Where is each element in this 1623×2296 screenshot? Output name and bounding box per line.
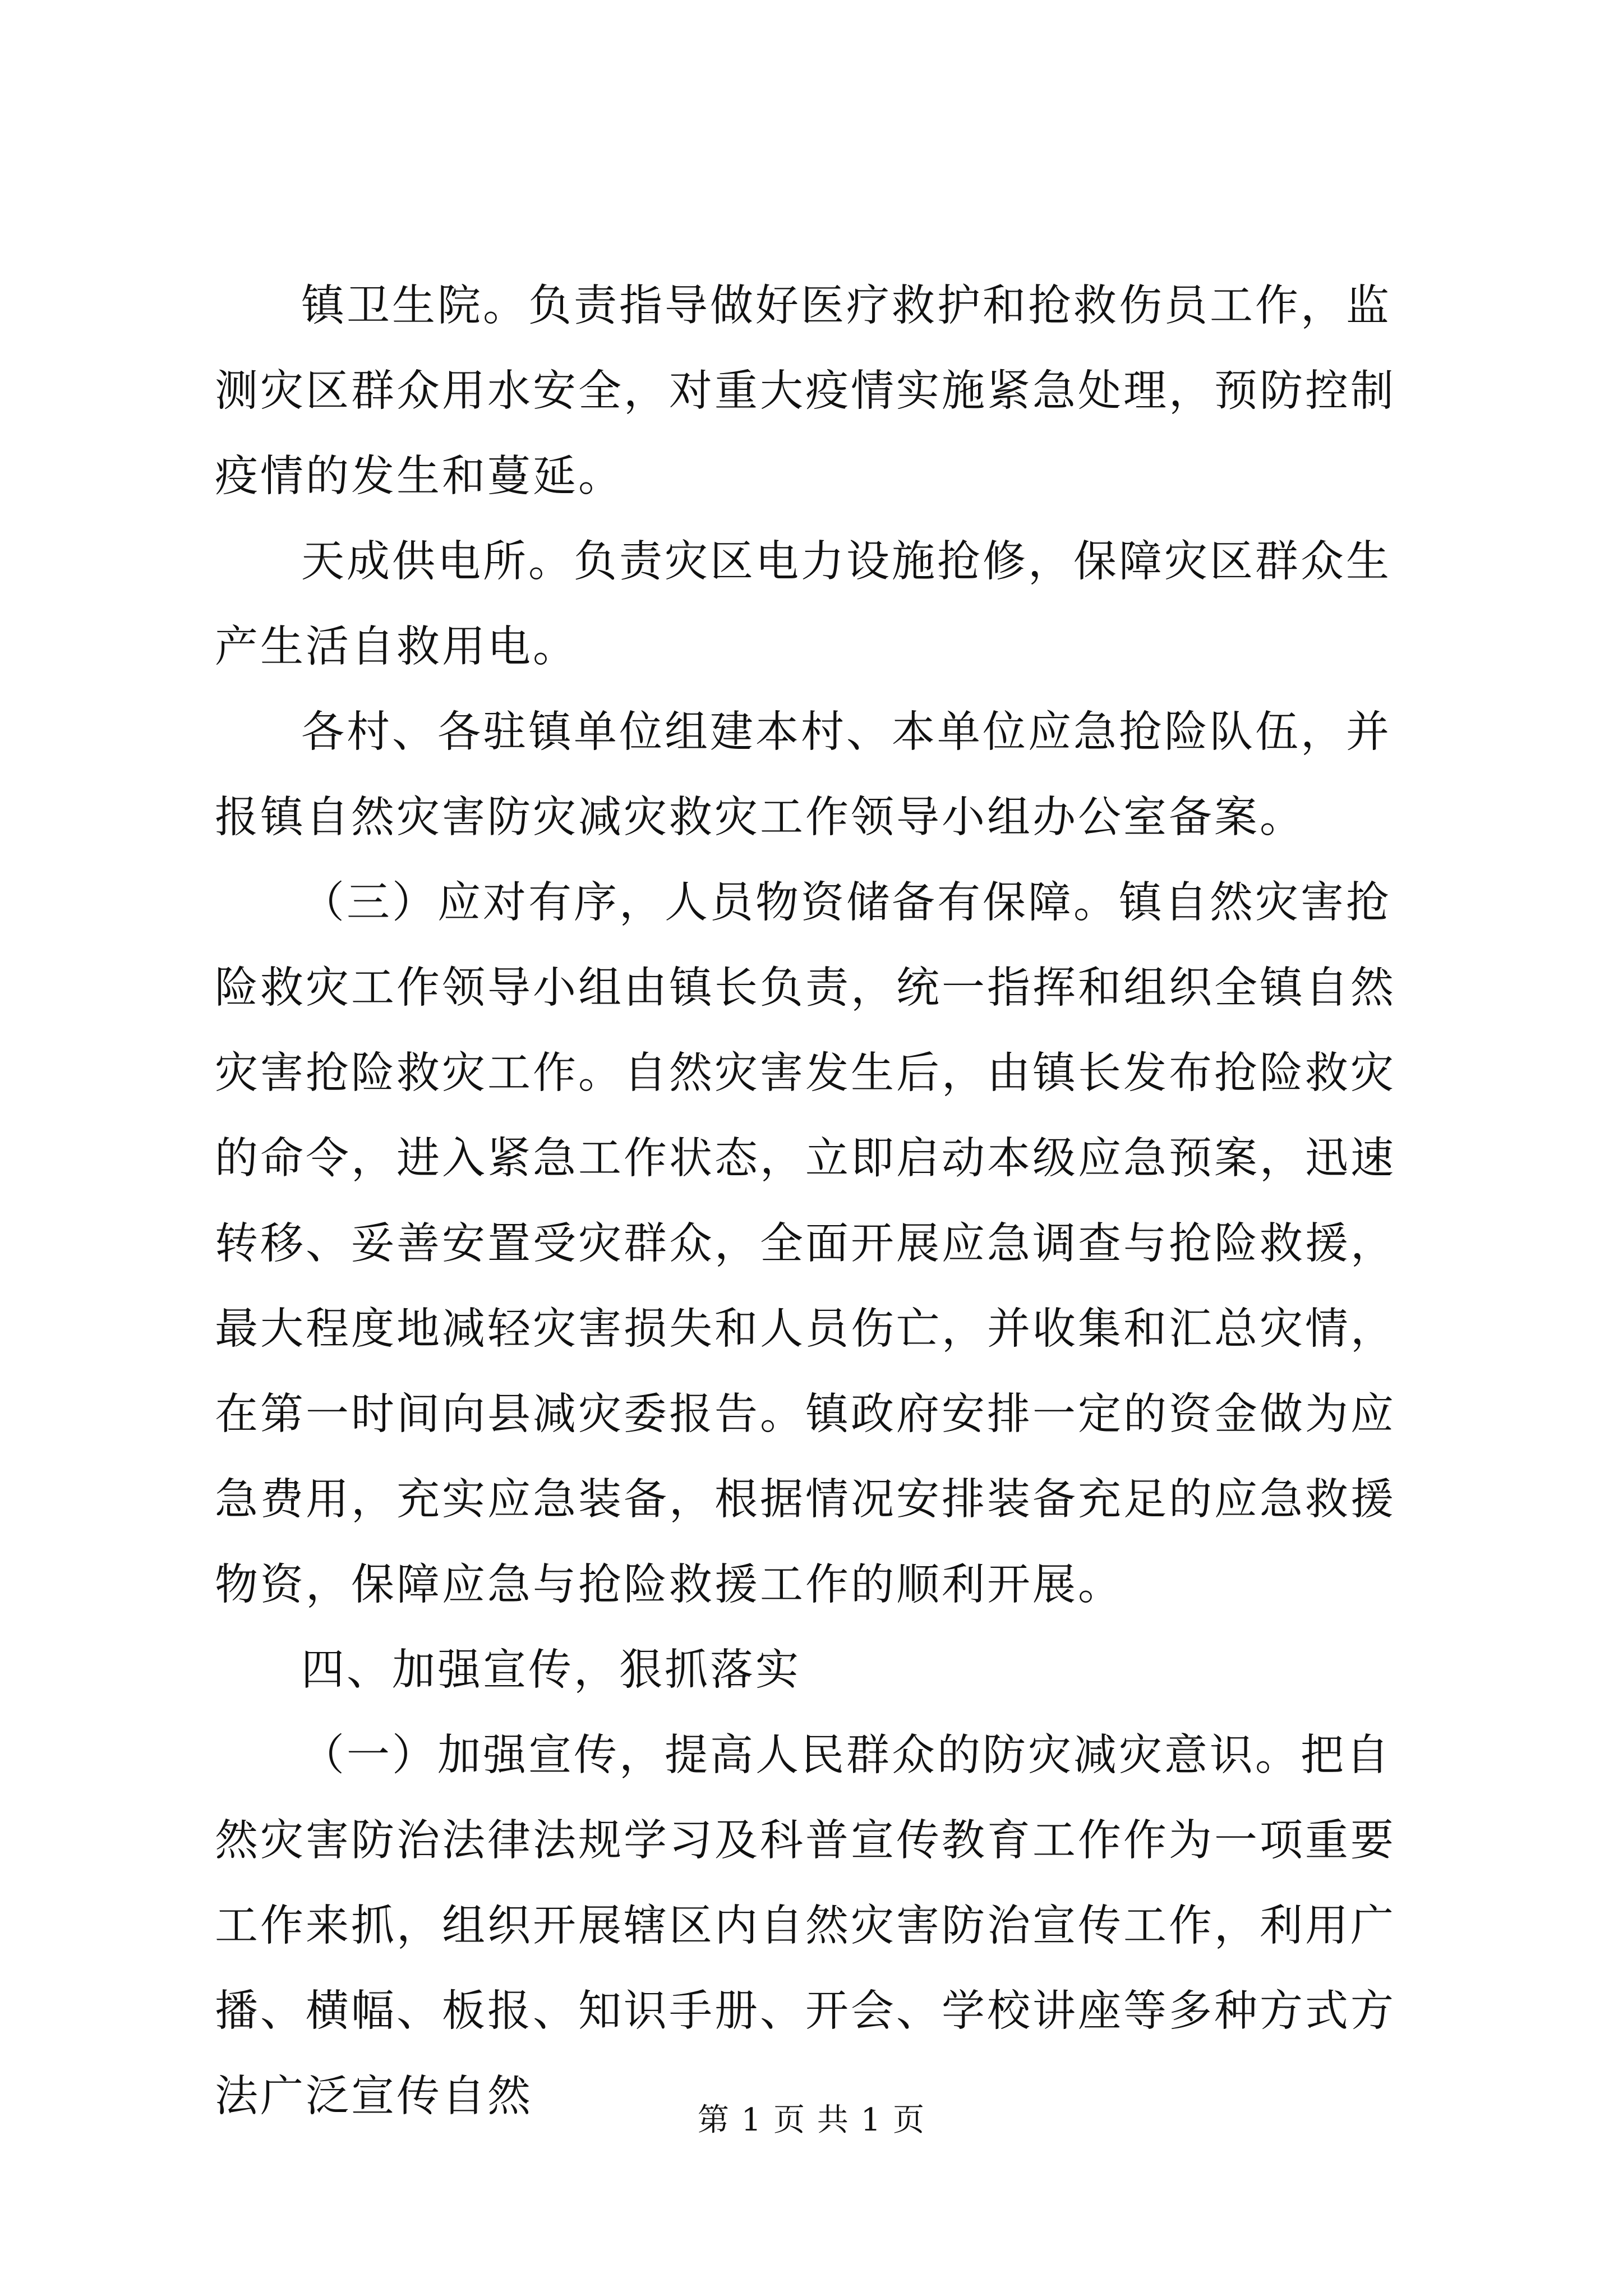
- paragraph-power-station: 天成供电所。负责灾区电力设施抢修，保障灾区群众生产生活自救用电。: [215, 537, 1391, 672]
- paragraph-village-teams: 各村、各驻镇单位组建本村、本单位应急抢险队伍，并报镇自然灾害防灾减灾救灾工作领导小组办公室备案。: [215, 707, 1391, 843]
- paragraph-strengthen-publicity: （一）加强宣传，提高人民群众的防灾减灾意识。把自然灾害防治法律法规学习及科普宣传教育工作作为一项重要工作来抓，组织开展辖区内自然灾害防治宣传工作，利用广播、横幅、板报、知识手册、开会、学校讲座等多种方式方法广泛宣传自然: [215, 1731, 1396, 2122]
- page-footer: 第 1 页 共 1 页: [697, 2102, 926, 2138]
- paragraph-orderly-response: （三）应对有序，人员物资储备有保障。镇自然灾害抢险救灾工作领导小组由镇长负责，统一指挥和组织全镇自然灾害抢险救灾工作。自然灾害发生后，由镇长发布抢险救灾的命令，进入紧急工作状态，立即启动本级应急预案，迅速转移、妥善安置受灾群众，全面开展应急调查与抢险救援，最大程度地减轻灾害损失和人员伤亡，并收集和汇总灾情，在第一时间向县减灾委报告。镇政府安排一定的资金做为应急费用，充实应急装备，根据情况安排装备充足的应急救援物资，保障应急与抢险救援工作的顺利开展。: [215, 878, 1396, 1610]
- section-heading-publicity: 四、加强宣传，狠抓落实: [301, 1645, 801, 1695]
- paragraph-health-center: 镇卫生院。负责指导做好医疗救护和抢救伤员工作，监测灾区群众用水安全，对重大疫情实施紧急处理，预防控制疫情的发生和蔓延。: [215, 281, 1396, 501]
- document-body: [215, 264, 1415, 2139]
